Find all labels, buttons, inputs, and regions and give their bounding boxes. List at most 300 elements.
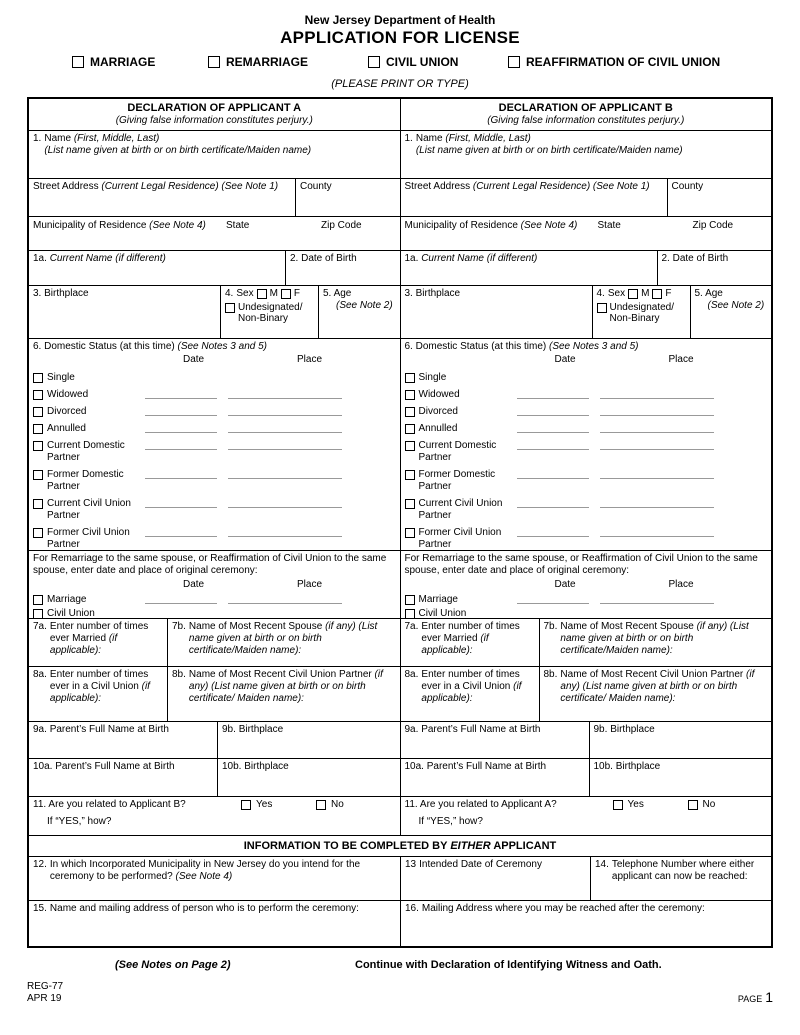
q1-label-detail: (First, Middle, Last) (445, 133, 531, 144)
sex-m-label: M (641, 288, 650, 299)
place-line[interactable] (228, 527, 342, 537)
parent2-row (401, 759, 772, 797)
parent2-birthplace-field[interactable] (217, 759, 400, 796)
q10a-label: Parent’s Full Name at Birth (55, 761, 175, 772)
birthplace-sex-age-row (29, 286, 400, 339)
status-current-civil-union-partner-row (33, 498, 396, 522)
current-name-row (29, 251, 400, 286)
remarriage-label: Civil Union (47, 608, 95, 619)
date-line[interactable] (517, 423, 589, 433)
domestic-status-section (401, 339, 772, 551)
page-number: 1 (765, 989, 773, 1005)
street-address-field[interactable] (29, 179, 295, 216)
zipcode-label: Zip Code (692, 220, 734, 231)
q9b-label: Birthplace (610, 724, 655, 735)
reaffirmation-option (508, 55, 720, 69)
place-column-header: Place (668, 579, 694, 590)
county-label: County (300, 181, 332, 192)
reaffirmation-label: REAFFIRMATION OF CIVIL UNION (526, 55, 721, 69)
telephone-field[interactable] (590, 857, 771, 900)
birthplace-sex-age-row (401, 286, 772, 339)
parent2-birthplace-field[interactable] (589, 759, 772, 796)
q2-number: 2. (290, 253, 299, 264)
street-address-label: Street Address (33, 181, 99, 192)
place-line[interactable] (228, 406, 342, 416)
status-annulled-checkbox[interactable] (405, 424, 415, 434)
q16-number: 16. (405, 903, 419, 914)
county-field[interactable] (667, 179, 772, 216)
sex-m-checkbox[interactable] (257, 289, 267, 299)
date-column-header: Date (183, 579, 205, 590)
date-place-headers (405, 579, 768, 592)
q7a-number: 7a. (404, 621, 419, 632)
either-applicant-header (29, 836, 771, 857)
q7a-number: 7a. (33, 621, 47, 632)
status-annulled-row (33, 423, 396, 435)
place-line[interactable] (600, 406, 714, 416)
q8a-number: 8a. (404, 669, 419, 680)
related-yes-option (241, 799, 272, 811)
q8a-note: (if applicable): (421, 681, 522, 704)
form-meta (27, 981, 773, 1005)
application-form (27, 97, 773, 948)
q10a-label: Parent’s Full Name at Birth (426, 761, 547, 772)
related-question-line (405, 799, 768, 813)
place-line[interactable] (228, 423, 342, 433)
parent2-name-field[interactable] (401, 759, 589, 796)
q7b-number: 7b. (172, 621, 186, 632)
date-of-birth-field[interactable] (657, 251, 772, 285)
status-former-civil-union-partner-checkbox[interactable] (33, 528, 43, 538)
reaffirmation-checkbox[interactable] (508, 56, 520, 68)
q8a-text: Enter number of times ever in a Civil Union (49, 669, 149, 692)
remarriage-section (401, 551, 772, 619)
page-indicator (738, 989, 773, 1005)
q13-label: Intended Date of Ceremony (419, 859, 542, 870)
birthplace-field[interactable] (401, 286, 592, 338)
current-name-row (401, 251, 772, 286)
remarriage-section (29, 551, 400, 619)
sex-undesignated-label (610, 302, 675, 324)
current-name-field[interactable] (401, 251, 657, 285)
after-ceremony-address-field[interactable] (400, 901, 771, 946)
q15-number: 15. (33, 903, 47, 914)
q14-label: Telephone Number where either applicant can now be reached: (611, 859, 755, 882)
q7a-label (421, 621, 534, 657)
sex-undesignated-option (225, 302, 314, 324)
place-line[interactable] (600, 389, 714, 399)
marriage-history-row (29, 619, 400, 667)
civil-union-history-row (29, 667, 400, 722)
related-yes-checkbox[interactable] (241, 800, 251, 810)
status-single-checkbox[interactable] (33, 373, 43, 383)
age-field[interactable] (318, 286, 400, 338)
recent-spouse-field[interactable] (539, 619, 772, 666)
date-line[interactable] (145, 423, 217, 433)
recent-civil-union-partner-field[interactable] (539, 667, 772, 721)
sex-undesignated-checkbox[interactable] (597, 303, 607, 313)
see-notes-note: (See Notes on Page 2) (115, 959, 231, 971)
age-field[interactable] (690, 286, 772, 338)
q7a-note: (if applicable): (421, 633, 489, 656)
status-former-domestic-partner-row (33, 469, 396, 493)
place-line[interactable] (228, 594, 342, 604)
q6-number: 6. (404, 341, 413, 352)
q7b-label (560, 621, 767, 657)
recent-civil-union-partner-field[interactable] (167, 667, 400, 721)
status-label: Former Domestic Partner (47, 469, 124, 492)
yes-label: Yes (627, 799, 644, 810)
date-of-birth-field[interactable] (285, 251, 400, 285)
municipality-note: (See Note 4) (149, 220, 206, 231)
date-line[interactable] (517, 594, 589, 604)
ceremony-date-field[interactable] (400, 857, 590, 900)
status-divorced-row (405, 406, 768, 418)
q6-title (33, 341, 396, 353)
status-current-domestic-partner-row (405, 440, 768, 464)
parent2-row (29, 759, 400, 797)
q3-label: Birthplace (44, 288, 89, 299)
times-married-field[interactable] (29, 619, 167, 666)
status-label: Current Civil Union Partner (47, 498, 131, 521)
status-current-civil-union-partner-row (405, 498, 768, 522)
parent1-row (401, 722, 772, 759)
declaration-column-a (29, 99, 401, 836)
q6-label: Domestic Status (at this time) (415, 341, 547, 352)
q6-note: (See Notes 3 and 5) (549, 341, 639, 352)
remarriage-civil-union-checkbox[interactable] (33, 609, 43, 619)
q7b-note: (if any) (List name given at birth or on birth certificate/Maiden name): (560, 621, 749, 656)
status-divorced-checkbox[interactable] (405, 407, 415, 417)
date-place-headers (33, 354, 396, 367)
sex-f-label: F (293, 288, 301, 299)
date-line[interactable] (517, 527, 589, 537)
yes-label: Yes (256, 799, 273, 810)
application-title: APPLICATION FOR LICENSE (280, 28, 520, 47)
municipality-field[interactable] (401, 217, 772, 251)
date-column-header: Date (554, 354, 576, 365)
q16-label: Mailing Address where you may be reached after the ceremony: (421, 903, 705, 914)
status-current-domestic-partner-checkbox[interactable] (405, 441, 415, 451)
county-field[interactable] (295, 179, 400, 216)
declaration-header (29, 99, 400, 131)
date-line[interactable] (517, 469, 589, 479)
status-annulled-checkbox[interactable] (33, 424, 43, 434)
q7a-text: Enter number of times ever Married (49, 621, 149, 644)
date-line[interactable] (517, 406, 589, 416)
sex-f-label: F (665, 288, 672, 299)
sex-undesignated-line2: Non-Binary (609, 313, 660, 324)
q11-how-label: If “YES,” how? (47, 816, 112, 827)
q2-number: 2. (661, 253, 670, 264)
q1-label-wrap (44, 133, 395, 157)
remarriage-label: Civil Union (418, 608, 467, 619)
ceremony-municipality-field[interactable] (29, 857, 400, 900)
no-label: No (331, 799, 344, 810)
status-widowed-row (33, 389, 396, 401)
q7b-text: Name of Most Recent Spouse (560, 621, 694, 632)
q9a-label: Parent’s Full Name at Birth (421, 724, 541, 735)
place-column-header: Place (297, 579, 323, 590)
status-label: Divorced (418, 406, 458, 417)
declaration-subtitle: (Giving false information constitutes perjury.) (487, 115, 685, 126)
q4-number: 4. (596, 288, 605, 299)
related-no-option (316, 799, 344, 811)
q5-label: Age (705, 288, 723, 299)
place-line[interactable] (600, 423, 714, 433)
q4-label: Sex (236, 288, 254, 299)
status-label: Widowed (47, 389, 89, 400)
q1-sub-label: (List name given at birth or on birth certificate/Maiden name) (415, 145, 683, 156)
print-or-type-note: (PLEASE PRINT OR TYPE) (331, 78, 469, 90)
q11-how-label: If “YES,” how? (418, 816, 483, 827)
q7a-label (50, 621, 163, 657)
q11-label: Are you related to Applicant B? (48, 799, 186, 810)
q3-number: 3. (404, 288, 413, 299)
either-header-post: APPLICANT (493, 840, 557, 852)
date-line[interactable] (517, 498, 589, 508)
parent1-row (29, 722, 400, 759)
q9a-label: Parent’s Full Name at Birth (49, 724, 169, 735)
status-label: Current Civil Union Partner (418, 498, 503, 521)
parent1-name-field[interactable] (29, 722, 217, 758)
q10b-number: 10b. (593, 761, 613, 772)
date-line[interactable] (517, 389, 589, 399)
q14-number: 14. (595, 859, 609, 870)
remarriage-marriage-checkbox[interactable] (33, 595, 43, 605)
q5-label: Age (333, 288, 352, 299)
related-question-line (33, 799, 396, 813)
municipality-field[interactable] (29, 217, 400, 251)
q8b-number: 8b. (172, 669, 186, 680)
status-label: Former Domestic Partner (418, 469, 496, 492)
q1-label: Name (415, 133, 443, 144)
status-widowed-checkbox[interactable] (405, 390, 415, 400)
remarriage-label: Marriage (47, 594, 87, 605)
remarriage-civil-union-row (405, 608, 768, 619)
state-label: State (597, 220, 621, 231)
municipality-label: Municipality of Residence (404, 220, 518, 231)
place-line[interactable] (600, 527, 714, 537)
municipality-label-wrap (405, 220, 578, 232)
remarriage-checkbox[interactable] (208, 56, 220, 68)
q5-note: (See Note 2) (707, 300, 765, 311)
q5-number: 5. (694, 288, 703, 299)
birthplace-field[interactable] (29, 286, 220, 338)
license-type-options (27, 55, 773, 70)
related-yes-checkbox[interactable] (613, 800, 623, 810)
q11-number: 11. (404, 799, 418, 810)
status-label: Widowed (418, 389, 460, 400)
municipality-label: Municipality of Residence (33, 220, 147, 231)
q11-label: Are you related to Applicant A? (419, 799, 557, 810)
q8a-number: 8a. (33, 669, 47, 680)
remarriage-option (208, 55, 308, 69)
remarriage-marriage-row (33, 594, 396, 606)
either-header-em: EITHER (450, 840, 491, 852)
remarriage-marriage-checkbox[interactable] (405, 595, 415, 605)
declaration-title: DECLARATION OF APPLICANT A (127, 102, 302, 114)
civil-union-option (368, 55, 458, 69)
sex-f-checkbox[interactable] (652, 289, 662, 299)
marriage-history-row (401, 619, 772, 667)
q8b-label (189, 669, 396, 705)
status-current-civil-union-partner-checkbox[interactable] (405, 499, 415, 509)
place-line[interactable] (228, 469, 342, 479)
form-revision-date: APR 19 (27, 993, 62, 1004)
sex-undesignated-line1: Undesignated/ (238, 302, 303, 313)
q7a-text: Enter number of times ever Married (421, 621, 520, 644)
related-no-checkbox[interactable] (688, 800, 698, 810)
date-column-header: Date (554, 579, 576, 590)
status-single-checkbox[interactable] (405, 373, 415, 383)
sex-undesignated-option (597, 302, 686, 324)
date-line[interactable] (517, 440, 589, 450)
times-civil-union-field[interactable] (29, 667, 167, 721)
declaration-header (401, 99, 772, 131)
date-line[interactable] (145, 406, 217, 416)
q5-number: 5. (323, 288, 332, 299)
related-how-field[interactable] (47, 816, 396, 828)
domestic-status-section (29, 339, 400, 551)
place-line[interactable] (228, 440, 342, 450)
status-former-civil-union-partner-row (405, 527, 768, 551)
place-column-header: Place (668, 354, 694, 365)
officiant-field[interactable] (29, 901, 400, 946)
status-former-domestic-partner-checkbox[interactable] (33, 470, 43, 480)
q12-label (50, 859, 396, 883)
sex-field (220, 286, 318, 338)
status-label: Annulled (418, 423, 458, 434)
date-line[interactable] (145, 594, 217, 604)
place-line[interactable] (228, 389, 342, 399)
q10b-label: Birthplace (244, 761, 289, 772)
status-label: Divorced (47, 406, 87, 417)
status-annulled-row (405, 423, 768, 435)
declaration-column-b (401, 99, 772, 836)
q8a-text: Enter number of times ever in a Civil Union (421, 669, 520, 692)
q1-label: Name (44, 133, 72, 144)
date-line[interactable] (145, 498, 217, 508)
parent1-name-field[interactable] (401, 722, 589, 758)
civil-union-checkbox[interactable] (368, 56, 380, 68)
date-line[interactable] (145, 389, 217, 399)
place-line[interactable] (600, 498, 714, 508)
related-no-checkbox[interactable] (316, 800, 326, 810)
sex-f-checkbox[interactable] (281, 289, 291, 299)
times-married-field[interactable] (401, 619, 539, 666)
remarriage-label: REMARRIAGE (226, 55, 309, 69)
q9b-number: 9b. (222, 724, 236, 735)
q7b-text: Name of Most Recent Spouse (188, 621, 323, 632)
q1-sub-label: (List name given at birth or on birth certificate/Maiden name) (44, 145, 312, 156)
q9b-label: Birthplace (238, 724, 284, 735)
status-current-civil-union-partner-checkbox[interactable] (33, 499, 43, 509)
parent1-birthplace-field[interactable] (589, 722, 772, 758)
q8b-number: 8b. (543, 669, 558, 680)
q6-number: 6. (33, 341, 42, 352)
sex-m-checkbox[interactable] (628, 289, 638, 299)
municipality-note: (See Note 4) (520, 220, 578, 231)
q8b-label (560, 669, 767, 705)
remarriage-note: For Remarriage to the same spouse, or Reaffirmation of Civil Union to the same spouse, enter date and place of original ceremony: (33, 553, 387, 576)
street-address-field[interactable] (401, 179, 667, 216)
name-field[interactable] (401, 131, 772, 179)
q2-label: Date of Birth (672, 253, 729, 264)
state-label: State (226, 220, 250, 231)
related-no-option (688, 799, 716, 811)
date-line[interactable] (145, 527, 217, 537)
agency-title: New Jersey Department of Health (304, 13, 496, 27)
name-field[interactable] (29, 131, 400, 179)
status-current-domestic-partner-row (33, 440, 396, 464)
sex-undesignated-checkbox[interactable] (225, 303, 235, 313)
q8a-label (421, 669, 534, 705)
sex-field (592, 286, 690, 338)
q8b-note: (if any) (List name given at birth or on birth certificate/ Maiden name): (188, 669, 383, 704)
municipality-label-wrap (33, 220, 206, 232)
footer-notes-line (27, 959, 773, 973)
related-how-field[interactable] (419, 816, 768, 828)
q7b-label (189, 621, 396, 657)
q9a-number: 9a. (404, 724, 419, 735)
declaration-title: DECLARATION OF APPLICANT B (498, 102, 673, 114)
status-divorced-checkbox[interactable] (33, 407, 43, 417)
status-widowed-checkbox[interactable] (33, 390, 43, 400)
times-civil-union-field[interactable] (401, 667, 539, 721)
status-current-domestic-partner-checkbox[interactable] (33, 441, 43, 451)
form-header (27, 13, 773, 90)
address-row (29, 179, 400, 217)
parent2-name-field[interactable] (29, 759, 217, 796)
status-label: Single (418, 372, 447, 383)
q2-label: Date of Birth (301, 253, 357, 264)
civil-union-history-row (401, 667, 772, 722)
marriage-option (72, 55, 155, 69)
remarriage-civil-union-checkbox[interactable] (405, 609, 415, 619)
marriage-checkbox[interactable] (72, 56, 84, 68)
status-divorced-row (33, 406, 396, 418)
place-line[interactable] (600, 440, 714, 450)
status-former-domestic-partner-checkbox[interactable] (405, 470, 415, 480)
q6-note: (See Notes 3 and 5) (177, 341, 267, 352)
status-former-domestic-partner-row (405, 469, 768, 493)
recent-spouse-field[interactable] (167, 619, 400, 666)
sex-undesignated-line2: Non-Binary (238, 313, 289, 324)
place-line[interactable] (600, 594, 714, 604)
sex-undesignated-label (238, 302, 303, 324)
status-former-civil-union-partner-checkbox[interactable] (405, 528, 415, 538)
status-single-row (33, 372, 396, 384)
q8a-note: (if applicable): (49, 681, 150, 704)
q12-text: In which Incorporated Municipality in New Jersey do you intend for the ceremony to be performed? (49, 859, 361, 882)
current-name-field[interactable] (29, 251, 285, 285)
related-yes-option (613, 799, 644, 811)
status-label: Annulled (47, 423, 86, 434)
no-label: No (702, 799, 716, 810)
q15-label: Name and mailing address of person who is to perform the ceremony: (49, 903, 359, 914)
q6-label: Domestic Status (at this time) (44, 341, 175, 352)
date-line[interactable] (145, 469, 217, 479)
street-address-note: (Current Legal Residence) (See Note 1) (472, 181, 650, 192)
parent1-birthplace-field[interactable] (217, 722, 400, 758)
continue-note: Continue with Declaration of Identifying Witness and Oath. (355, 959, 662, 971)
place-line[interactable] (600, 469, 714, 479)
place-line[interactable] (228, 498, 342, 508)
street-address-label: Street Address (404, 181, 471, 192)
date-line[interactable] (145, 440, 217, 450)
q7b-number: 7b. (543, 621, 558, 632)
